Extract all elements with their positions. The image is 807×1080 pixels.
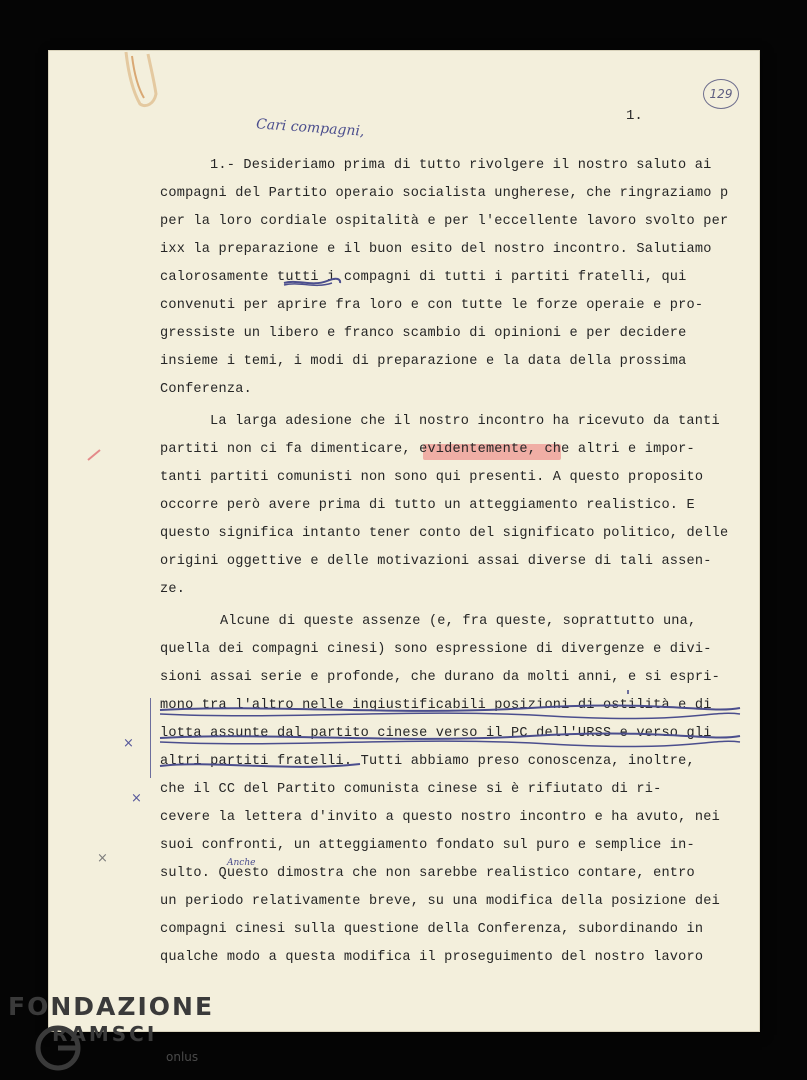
page-number: 1.: [626, 108, 643, 124]
watermark-line1: FONDAZIONE: [8, 992, 215, 1021]
text-line: compagni cinesi sulla questione della Conferenza, subordinando in: [160, 922, 704, 937]
archive-number-stamp: 129: [703, 79, 739, 109]
text-line: occorre però avere prima di tutto un atteggiamento realistico. E: [160, 498, 695, 513]
text-line: ixx la preparazione e il buon esito del nostro incontro. Salutiamo: [160, 242, 712, 257]
text-line: gressiste un libero e franco scambio di opinioni e per decidere: [160, 326, 687, 341]
text-line: qualche modo a questa modifica il proseguimento del nostro lavoro: [160, 950, 704, 965]
red-pen-mark: [86, 448, 102, 462]
text-line: ze.: [160, 582, 186, 597]
text-line: calorosamente tutti i compagni di tutti i partiti fratelli, qui: [160, 270, 687, 285]
text-line: per la loro cordiale ospitalità e per l'eccellente lavoro svolto per: [160, 214, 729, 229]
text-line: suoi confronti, un atteggiamento fondato sul puro e semplice in-: [160, 838, 695, 853]
pen-strike-tutti: [282, 277, 342, 289]
text-line: Alcune di queste assenze (e, fra queste, soprattutto una,: [220, 614, 697, 629]
watermark-line2: RAMSCI: [52, 1022, 158, 1046]
text-line: origini oggettive e delle motivazioni assai diverse di tali assen-: [160, 554, 712, 569]
text-line: un periodo relativamente breve, su una modifica della posizione dei: [160, 894, 720, 909]
text-line: questo significa intanto tener conto del significato politico, delle: [160, 526, 729, 541]
handwritten-margin-note: Anche: [227, 858, 256, 868]
text-line: insieme i temi, i modi di preparazione e la data della prossima: [160, 354, 687, 369]
watermark-sub: onlus: [166, 1050, 199, 1064]
text-line: quella dei compagni cinesi) sono espressione di divergenze e divi-: [160, 642, 712, 657]
text-line: sulto. Questo dimostra che non sarebbe realistico contare, entro: [160, 866, 695, 881]
paper-clip-mark: [118, 50, 160, 108]
text-line: compagni del Partito operaio socialista ungherese, che ringraziamo p: [160, 186, 729, 201]
text-line: mono tra l'altro nelle ingiustificabili posizioni di ostilità e di: [160, 698, 712, 713]
text-line: 1.- Desideriamo prima di tutto rivolgere il nostro saluto ai: [210, 158, 712, 173]
margin-x-mark: ×: [97, 851, 108, 866]
text-line: lotta assunte dal partito cinese verso il PC dell'URSS e verso gli: [160, 726, 712, 741]
text-line: Conferenza.: [160, 382, 252, 397]
text-line: La larga adesione che il nostro incontro ha ricevuto da tanti: [210, 414, 720, 429]
text-line: partiti non ci fa dimenticare, evidentemente, che altri e impor-: [160, 442, 695, 457]
text-line: altri partiti fratelli. Tutti abbiamo preso conoscenza, inoltre,: [160, 754, 695, 769]
text-line: tanti partiti comunisti non sono qui presenti. A questo proposito: [160, 470, 704, 485]
text-line: che il CC del Partito comunista cinese si è rifiutato di ri-: [160, 782, 662, 797]
text-line: convenuti per aprire fra loro e con tutte le forze operaie e pro-: [160, 298, 704, 313]
text-line: sioni assai serie e profonde, che durano da molti anni, e si espri-: [160, 670, 720, 685]
text-line: cevere la lettera d'invito a questo nostro incontro e ha avuto, nei: [160, 810, 720, 825]
margin-x-mark: ×: [123, 736, 134, 751]
pen-strikethrough: [150, 690, 750, 780]
handwritten-salutation: Cari compagni,: [255, 116, 365, 140]
margin-x-mark: ×: [131, 791, 142, 806]
